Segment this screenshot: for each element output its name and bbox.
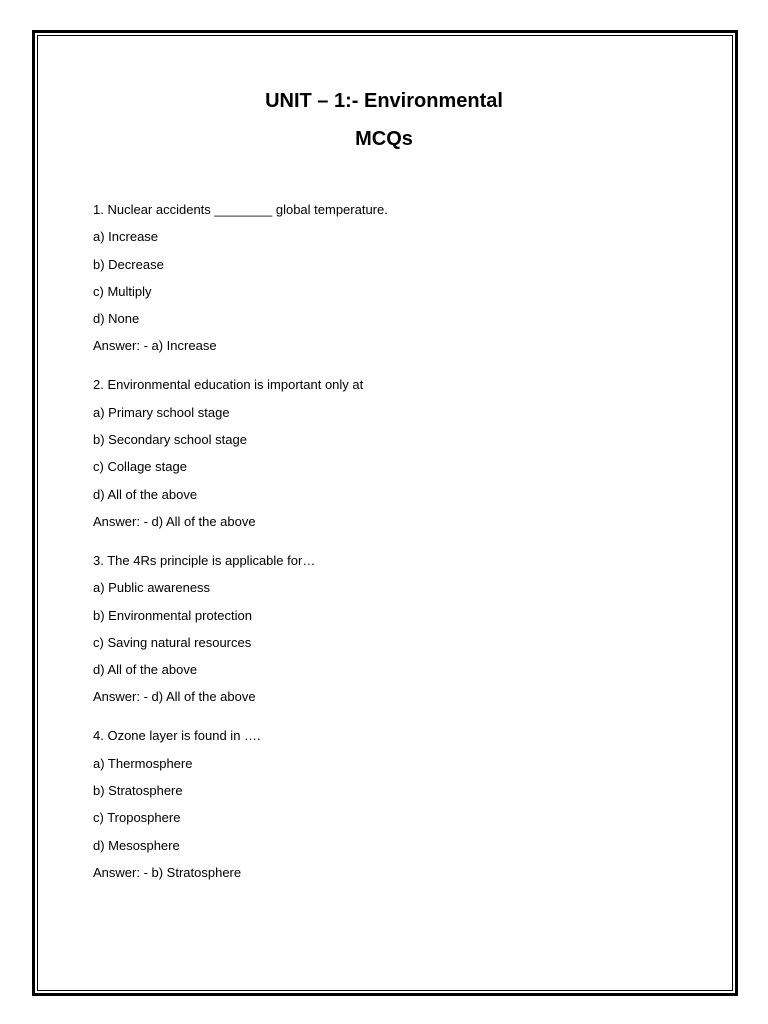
answer-text: Answer: - b) Stratosphere (93, 864, 242, 880)
option-b: b) Environmental protection (93, 607, 252, 623)
question-text: 2. Environmental education is important only at (93, 377, 364, 393)
option-b: b) Secondary school stage (93, 432, 247, 448)
option-b: b) Decrease (93, 256, 164, 272)
option-a: a) Primary school stage (93, 404, 230, 420)
document-title: UNIT – 1:- Environmental (265, 90, 503, 112)
option-c: c) Multiply (93, 283, 152, 299)
question-block (93, 728, 693, 880)
answer-text: Answer: - d) All of the above (93, 513, 256, 529)
mcq-list (93, 202, 693, 904)
answer-text: Answer: - d) All of the above (93, 689, 256, 705)
question-text: 1. Nuclear accidents ________ global temperature. (93, 202, 388, 217)
option-d: d) None (93, 311, 140, 327)
question-block (93, 377, 693, 529)
document-subtitle: MCQs (355, 128, 413, 150)
answer-text: Answer: - a) Increase (93, 338, 217, 354)
question-text: 3. The 4Rs principle is applicable for… (93, 552, 316, 568)
option-c: c) Saving natural resources (93, 634, 252, 650)
option-a: a) Increase (93, 229, 159, 245)
question-block (93, 202, 693, 354)
question-block (93, 553, 693, 705)
option-d: d) All of the above (93, 662, 198, 678)
option-c: c) Collage stage (93, 459, 187, 475)
question-text: 4. Ozone layer is found in …. (93, 728, 261, 744)
option-b: b) Stratosphere (93, 783, 183, 799)
option-d: d) All of the above (93, 486, 198, 502)
option-a: a) Thermosphere (93, 755, 193, 771)
option-c: c) Troposphere (93, 810, 181, 826)
option-d: d) Mesosphere (93, 837, 180, 853)
option-a: a) Public awareness (93, 580, 211, 596)
